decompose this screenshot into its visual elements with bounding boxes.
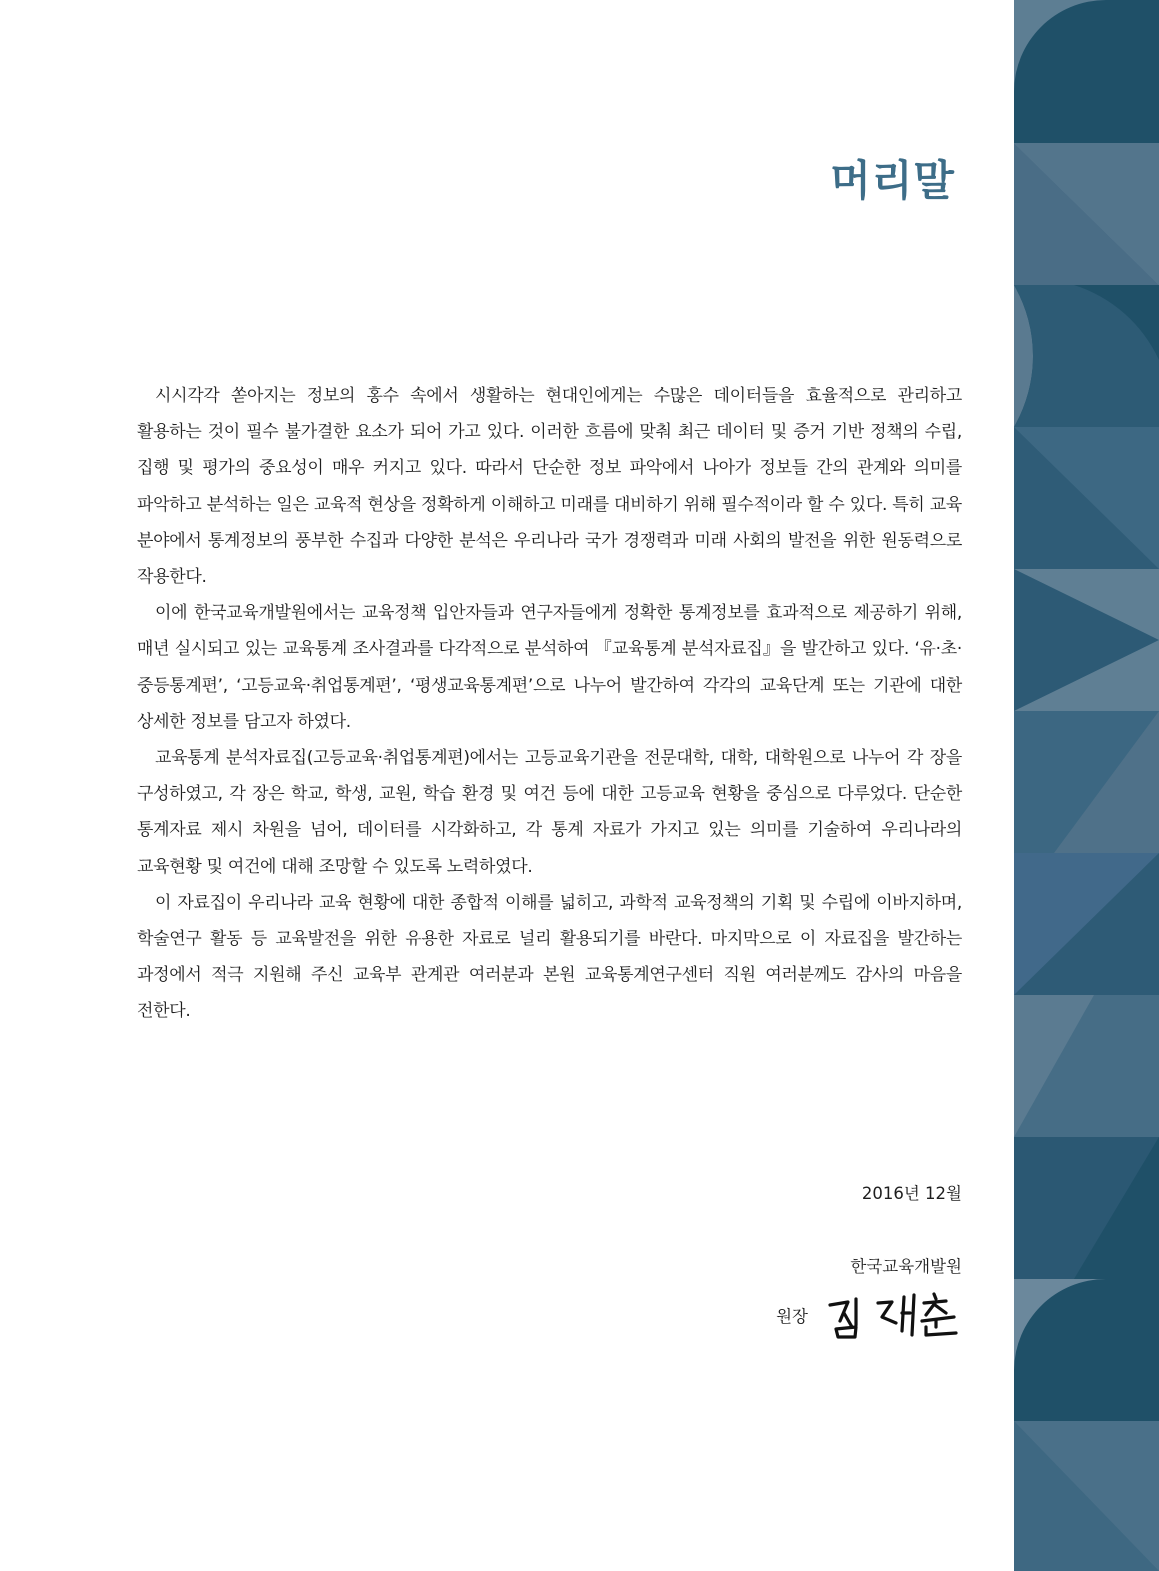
- paragraph-1: 시시각각 쏟아지는 정보의 홍수 속에서 생활하는 현대인에게는 수많은 데이터들을 효율적으로 관리하고 활용하는 것이 필수 불가결한 요소가 되어 가고 있다. 이러한 흐름에 맞춰 최근 데이터 및 증거 기반 정책의 수립, 집행 및 평가의 중요성이 매우 커지고 있다. 따라서 단순한 정보 파악에서 나아가 정보들 간의 관계와 의미를 파악하고 분석하는 일은 교육적 현상을 정확하게 이해하고 미래를 대비하기 위해 필수적이라 할 수 있다. 특히 교육 분야에서 통계정보의 풍부한 수집과 다양한 분석은 우리나라 국가 경쟁력과 미래 사회의 발전을 위한 원동력으로 작용한다.: [137, 386, 962, 588]
- decorative-side-strip: [1014, 0, 1159, 1571]
- paragraph-4: 이 자료집이 우리나라 교육 현황에 대한 종합적 이해를 넓히고, 과학적 교육정책의 기획 및 수립에 이바지하며, 학술연구 활동 등 교육발전을 위한 유용한 자료로 널리 활용되기를 바란다. 마지막으로 이 자료집을 발간하는 과정에서 적극 지원해 주신 교육부 관계관 여러분과 본원 교육통계연구센터 직원 여러분께도 감사의 마음을 전한다.: [137, 892, 962, 1022]
- handwritten-signature: [822, 1291, 962, 1339]
- organization-name: 한국교육개발원: [850, 1257, 962, 1276]
- paragraph-2: 이에 한국교육개발원에서는 교육정책 입안자들과 연구자들에게 정확한 통계정보를 효과적으로 제공하기 위해, 매년 실시되고 있는 교육통계 조사결과를 다각적으로 분석하여 『교육통계 분석자료집』을 발간하고 있다. ‘유·초·중등통계편’, ‘고등교육·취업통계편’, ‘평생교육통계편’으로 나누어 발간하여 각각의 교육단계 또는 기관에 대한 상세한 정보를 담고자 하였다.: [137, 603, 962, 732]
- preface-body: [137, 378, 962, 1030]
- publication-date: 2016년 12월: [861, 1184, 962, 1203]
- page-title: 머리말: [830, 156, 955, 205]
- signature-block: [776, 1290, 962, 1340]
- paragraph-3: 교육통계 분석자료집(고등교육·취업통계편)에서는 고등교육기관을 전문대학, 대학, 대학원으로 나누어 각 장을 구성하였고, 각 장은 학교, 학생, 교원, 학습 환경 및 여건 등에 대한 고등교육 현황을 중심으로 다루었다. 단순한 통계자료 제시 차원을 넘어, 데이터를 시각화하고, 각 통계 자료가 가지고 있는 의미를 기술하여 우리나라의 교육현황 및 여건에 대해 조망할 수 있도록 노력하였다.: [137, 748, 962, 877]
- director-title: 원장: [776, 1307, 808, 1326]
